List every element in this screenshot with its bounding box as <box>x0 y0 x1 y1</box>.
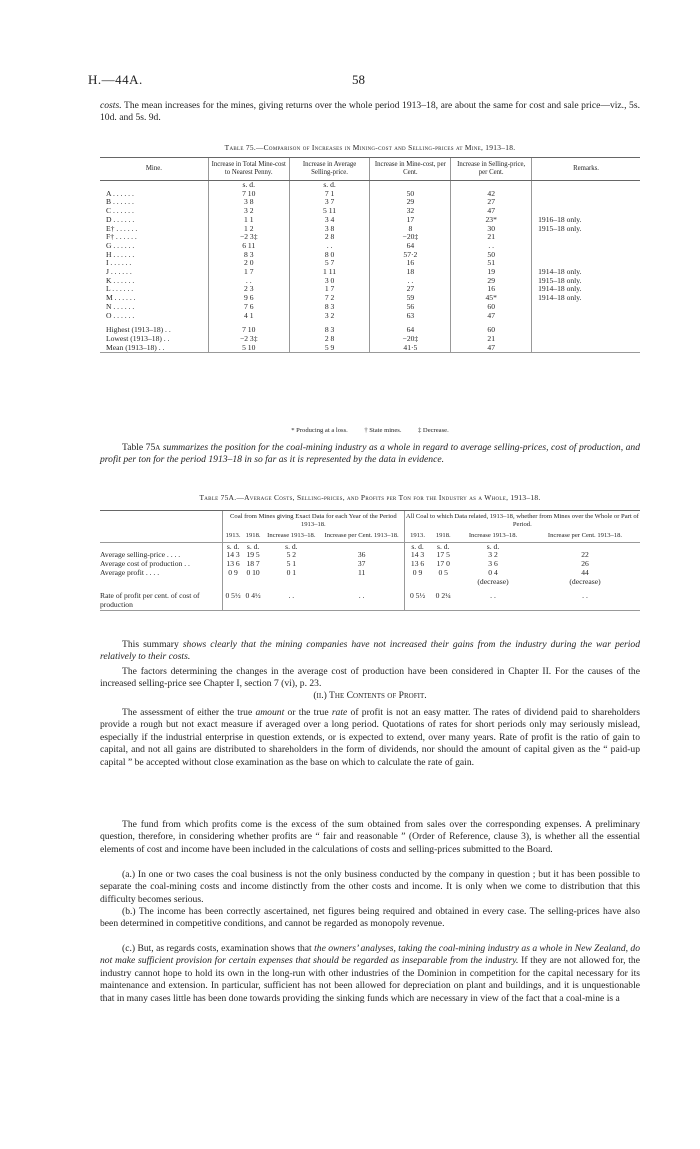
row-label: Average profit . . . . <box>100 567 160 577</box>
group-header: All Coal to which Data related, 1913–18, whether from Mines over the Whole or Part of Period. <box>404 511 640 531</box>
table-cell: 3 4 <box>289 216 370 225</box>
table-cell: 19 5 <box>246 550 260 560</box>
unit-label: s. d. <box>289 181 370 190</box>
table-row <box>100 294 640 303</box>
table-cell: 17 0 <box>436 559 450 569</box>
remarks-cell: 1914–18 only. <box>532 268 640 277</box>
remarks-cell <box>532 233 640 242</box>
table-cell: . . <box>320 586 405 610</box>
table-cell: 8 0 <box>289 251 370 260</box>
table-cell: . . <box>456 586 530 610</box>
table-cell: 0 4 <box>488 567 498 577</box>
table-75 <box>100 157 640 353</box>
table-cell: 5 11 <box>289 207 370 216</box>
summary-row <box>100 326 640 335</box>
table-cell: 4 1 <box>208 312 289 321</box>
table-row <box>100 198 640 207</box>
table-cell: 36 <box>357 550 366 560</box>
table-cell: 3 0 <box>289 277 370 286</box>
row-label: Average selling-price . . . . <box>100 550 181 560</box>
table-row <box>100 225 640 234</box>
table-cell <box>404 578 430 587</box>
table-cell: 47 <box>451 344 532 353</box>
table-cell: 64 <box>370 326 451 335</box>
para-assess: The assessment of either the true amount or the true rate of profit is not an easy matter. The rates of dividend paid to shareholders provide a rough but not exact measure if averaged over a long period. Quotations of rates for short periods only may seriously mislead, especially if the industrial enterprise in question extends, or is expected to extend, over many years. Rate of profit is the ratio of gain to capital, and not all gains are distributed to shareholders in the form of dividends, nor should the amount of capital given as the “ paid-up capital ” be accepted without close examination as the base on which to calculate the rate of gain. <box>100 707 641 768</box>
row-label <box>100 578 223 587</box>
table-cell <box>532 344 640 353</box>
col-header: Increase in Selling-price, per Cent. <box>451 158 532 181</box>
remarks-cell: 1916–18 only. <box>532 216 640 225</box>
row-label: Rate of profit per cent. of cost of production <box>100 586 223 610</box>
table-cell <box>532 181 640 190</box>
table-row <box>100 233 640 242</box>
summary-label: Lowest (1913–18) . . <box>106 333 170 343</box>
table-cell: 16 <box>451 285 532 294</box>
table-cell: 17 5 <box>436 550 450 560</box>
table-cell: . . <box>208 277 289 286</box>
table-cell: 1 1 <box>208 216 289 225</box>
unit-label: s. d. <box>208 181 289 190</box>
table-cell: 44 <box>581 567 589 577</box>
table-cell <box>320 578 405 587</box>
col-header: Mine. <box>100 158 208 181</box>
mine-label: K . . . . . . <box>106 275 135 285</box>
table-cell: (decrease) <box>477 576 509 586</box>
table-cell: 7 2 <box>289 294 370 303</box>
table75a-caption: Table 75A.—Average Costs, Selling-prices, and Profits per Ton for the Industry as a Whole, 1913–18. <box>199 493 541 502</box>
section-title: (ii.) The Contents of Profit. <box>313 690 427 701</box>
table-cell: 0 4½ <box>243 586 263 610</box>
table-cell <box>263 578 320 587</box>
table-cell: 18 <box>370 268 451 277</box>
para-a: (a.) In one or two cases the coal business is not the only business conducted by the company in question ; but it has been possible to separate the coal-mining costs and income distinctly from the other costs and income. It is only when we come to distribution that this difficulty becomes serious. <box>100 869 640 905</box>
table-cell: 41·5 <box>370 344 451 353</box>
intro-paragraph: costs. The mean increases for the mines, giving returns over the whole period 1913–18, are about the same for cost and sale price—viz., 5s. 10d. and 5s. 9d. <box>100 100 640 124</box>
summary-label: Highest (1913–18) . . <box>106 325 171 335</box>
table-cell: . . <box>451 242 532 251</box>
col-header: Remarks. <box>532 158 640 181</box>
table-row <box>100 578 640 587</box>
table-row <box>100 190 640 199</box>
table-cell: 50 <box>370 190 451 199</box>
remarks-cell <box>532 303 640 312</box>
mine-label: L . . . . . . <box>106 284 134 294</box>
table-cell: 19 <box>451 268 532 277</box>
table-cell: 59 <box>370 294 451 303</box>
remarks-cell: 1915–18 only. <box>532 277 640 286</box>
table-cell: 26 <box>581 559 589 569</box>
sub-header: 1913. <box>404 530 430 542</box>
table-cell: . . <box>370 277 451 286</box>
table-cell: 5 1 <box>286 559 297 569</box>
group-header: Coal from Mines giving Exact Data for each Year of the Period 1913–18. <box>223 511 405 531</box>
table-cell <box>243 578 263 587</box>
unit-label: s. d. <box>404 542 430 551</box>
table-cell: −20‡ <box>370 335 451 344</box>
table-cell: 27 <box>451 198 532 207</box>
table-cell: 16 <box>370 259 451 268</box>
remarks-cell <box>532 312 640 321</box>
table-cell: 7 1 <box>289 190 370 199</box>
table-cell: 13 6 <box>223 560 244 569</box>
col-header: Increase in Average Selling-price. <box>289 158 370 181</box>
page-number: 58 <box>352 72 365 87</box>
table-cell: 22 <box>581 550 589 560</box>
para-b: (b.) The income has been correctly ascertained, net figures being required and obtained in every case. The selling-prices have also been determined in competitive conditions, and cannot be regarded as monopoly revenue. <box>100 906 640 930</box>
table-cell: 18 7 <box>246 559 260 569</box>
table-cell: 51 <box>451 259 532 268</box>
table-cell: −2 3‡ <box>208 335 289 344</box>
table-cell: 23* <box>451 216 532 225</box>
table-cell: 21 <box>451 335 532 344</box>
table-cell: 1 7 <box>208 268 289 277</box>
table-cell: 5 7 <box>289 259 370 268</box>
table-75a <box>100 510 640 611</box>
table-cell: 7 10 <box>208 326 289 335</box>
col-header: Increase in Total Mine-cost to Nearest Penny. <box>208 158 289 181</box>
remarks-cell <box>532 198 640 207</box>
sub-header: 1918. <box>243 530 263 542</box>
table-cell: 3 2 <box>289 312 370 321</box>
para-fund: The fund from which profits come is the excess of the sum obtained from sales over the corresponding expenses. A preliminary question, therefore, in considering whether profits are “ fair and reasonable ” (Order of Reference, clause 3), is whether all the essential elements of cost and income have been included in the calculations of costs and selling-prices submitted to the Board. <box>100 819 640 855</box>
table-cell: 0 10 <box>246 567 260 577</box>
table-cell: 56 <box>370 303 451 312</box>
mine-label: N . . . . . . <box>106 301 135 311</box>
report-reference: H.—44A. <box>88 72 143 87</box>
table-cell: 3 2 <box>488 550 498 560</box>
table-cell: 7 10 <box>208 190 289 199</box>
table-cell: 1 2 <box>208 225 289 234</box>
table-cell: 0 9 <box>223 569 244 578</box>
unit-label: s. d. <box>437 541 450 551</box>
table-cell: 63 <box>370 312 451 321</box>
units-row <box>100 181 640 190</box>
table-cell: 2 0 <box>208 259 289 268</box>
table-cell: 30 <box>451 225 532 234</box>
table-cell: 5 9 <box>289 344 370 353</box>
table-cell: 8 <box>370 225 451 234</box>
table-cell <box>532 326 640 335</box>
table-cell: 1 7 <box>289 285 370 294</box>
table-cell: 2 8 <box>289 233 370 242</box>
remarks-cell <box>532 242 640 251</box>
para-summary: This summary shows clearly that the mining companies have not increased their gains from the industry during the war period relatively to their costs. <box>100 639 641 663</box>
col-header: Increase in Mine-cost, per Cent. <box>370 158 451 181</box>
table-cell: 60 <box>451 326 532 335</box>
mine-label: I . . . . . . <box>106 258 132 268</box>
table-cell: −2 3‡ <box>208 233 289 242</box>
mine-label: G . . . . . . <box>106 240 135 250</box>
table-cell: 37 <box>357 559 366 569</box>
table-row <box>100 242 640 251</box>
mine-label: J . . . . . . <box>106 267 132 277</box>
mine-label: B . . . . . . <box>106 197 134 207</box>
table75-caption: Table 75.—Comparison of Increases in Mining-cost and Selling-prices at Mine, 1913–18. <box>224 143 516 152</box>
table-cell: . . <box>530 586 640 610</box>
summary-label: Mean (1913–18) . . <box>100 344 208 353</box>
table-cell: 14 3 <box>404 551 430 560</box>
table-cell: 3 8 <box>208 198 289 207</box>
table-cell: (decrease) <box>569 576 601 586</box>
para-factors: The factors determining the changes in the average cost of production have been considered in Chapter II. For the causes of the increased selling-price see Chapter I, section 7 (vi), p. 23. <box>100 666 640 690</box>
table-row <box>100 251 640 260</box>
table-cell: 3 2 <box>208 207 289 216</box>
table-cell: 42 <box>451 190 532 199</box>
table-cell: 50 <box>451 251 532 260</box>
table-cell <box>430 578 456 587</box>
table-cell: 27 <box>370 285 451 294</box>
unit-label: s. d. <box>223 542 244 551</box>
table-cell: 17 <box>370 216 451 225</box>
table-cell: 29 <box>451 277 532 286</box>
table-cell: 0 9 <box>404 569 430 578</box>
table-cell: 60 <box>451 303 532 312</box>
table-cell: . . <box>263 586 320 610</box>
mine-label: O . . . . . . <box>106 310 135 320</box>
table-cell: 2 8 <box>289 335 370 344</box>
table-cell: 2 3 <box>208 285 289 294</box>
mine-label: F† . . . . . . <box>106 232 137 242</box>
sub-header: Increase per Cent. 1913–18. <box>320 530 405 542</box>
table-row <box>100 569 640 578</box>
table-cell: 29 <box>370 198 451 207</box>
summary-row <box>100 335 640 344</box>
remarks-cell: 1914–18 only. <box>532 294 640 303</box>
unit-label: s. d. <box>486 541 500 551</box>
table-cell: 7 6 <box>208 303 289 312</box>
table-cell: 14 3 <box>223 551 244 560</box>
table-row <box>100 586 640 610</box>
table-cell: 3 7 <box>289 198 370 207</box>
table-cell <box>223 578 244 587</box>
unit-label: s. d. <box>246 541 260 551</box>
remarks-cell <box>532 251 640 260</box>
mine-label: H . . . . . . <box>106 249 135 259</box>
para-75a: Table 75a summarizes the position for the coal-mining industry as a whole in regard to average selling-prices, cost of production, and profit per ton for the period 1913–18 in so far as it is represented by the data in evidence. <box>100 442 640 466</box>
table-cell: 32 <box>370 207 451 216</box>
table-cell: 3 8 <box>289 225 370 234</box>
table-cell: 11 <box>357 567 366 577</box>
table-cell: 3 6 <box>488 559 498 569</box>
mine-label: D . . . . . . <box>106 214 135 224</box>
table-cell: 5 2 <box>286 550 297 560</box>
table-cell: 45* <box>451 294 532 303</box>
table-cell: 21 <box>451 233 532 242</box>
mine-label: C . . . . . . <box>106 206 134 216</box>
table-cell: 57·2 <box>370 251 451 260</box>
table-row <box>100 312 640 321</box>
table-cell: 0 5½ <box>223 586 244 610</box>
sub-header: Increase per Cent. 1913–18. <box>530 530 640 542</box>
summary-row <box>100 344 640 353</box>
sub-header: 1913. <box>223 530 244 542</box>
table-row <box>100 303 640 312</box>
remarks-cell: 1914–18 only. <box>532 285 640 294</box>
table-cell: 8 3 <box>208 251 289 260</box>
table-cell: 0 5½ <box>404 586 430 610</box>
mine-label: A . . . . . . <box>106 188 134 198</box>
sub-header: Increase 1913–18. <box>263 530 320 542</box>
table-cell: −20‡ <box>370 233 451 242</box>
remarks-cell: 1915–18 only. <box>532 225 640 234</box>
table-cell: . . <box>289 242 370 251</box>
table-cell: 8 3 <box>289 326 370 335</box>
row-label: Average cost of production . . <box>100 559 190 569</box>
table-cell: 0 1 <box>286 567 297 577</box>
table-cell: 6 11 <box>208 242 289 251</box>
table-cell: 8 3 <box>289 303 370 312</box>
table-cell: 47 <box>451 312 532 321</box>
sub-header: Increase 1913–18. <box>456 530 530 542</box>
sub-header: 1918. <box>430 530 456 542</box>
table-cell <box>532 335 640 344</box>
table-cell: 1 11 <box>289 268 370 277</box>
table-row <box>100 560 640 569</box>
table75-footnotes: * Producing at a loss. † State mines. ‡ Decrease. <box>291 427 449 434</box>
table-cell: 5 10 <box>208 344 289 353</box>
unit-label: s. d. <box>285 541 298 551</box>
table-cell: 13 6 <box>404 560 430 569</box>
table-cell: 0 5 <box>438 567 448 577</box>
remarks-cell <box>532 190 640 199</box>
table-cell: 64 <box>370 242 451 251</box>
mine-label: E† . . . . . . <box>106 223 138 233</box>
mine-label: M . . . . . . <box>106 293 136 303</box>
para-c: (c.) But, as regards costs, examination shows that the owners’ analyses, taking the coal-mining industry as a whole in New Zealand, do not make sufficient provision for certain expenses that should be regarded as inseparable from the industry. If they are not allowed for, the industry cannot hope to hold its own in the long-run with other industries of the Dominion in competition for the capital necessary for its maintenance and extension. In particular, sufficient has not been allowed for depreciation on plant and buildings, and it is unquestionable that in many cases little has been done towards providing the sinking funds which are necessary in view of the fact that a coal-mine is a <box>100 943 641 1004</box>
table-cell: 47 <box>451 207 532 216</box>
table-cell: 0 2¼ <box>430 586 456 610</box>
table-cell: 9 6 <box>208 294 289 303</box>
